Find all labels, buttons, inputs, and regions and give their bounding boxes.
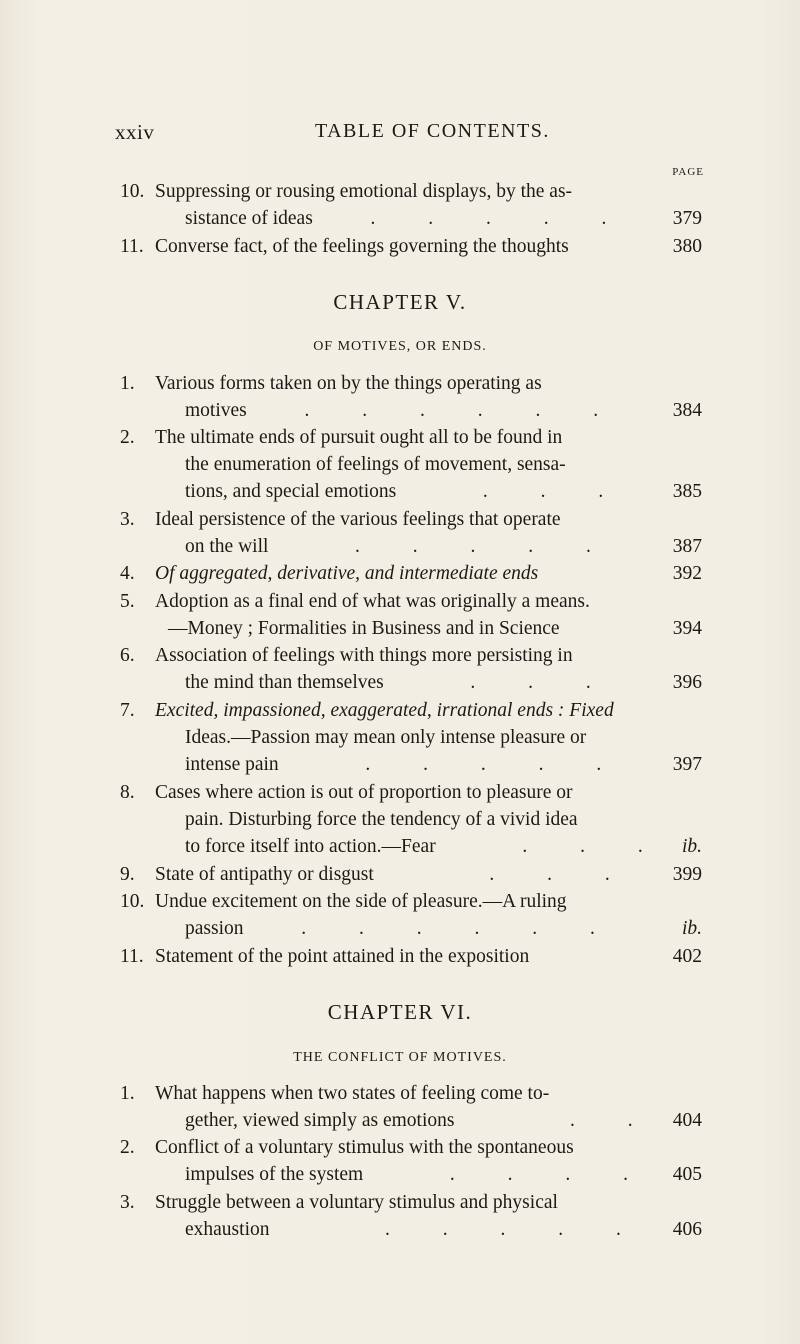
toc-text: Adoption as a final end of what was originally a means. (155, 591, 590, 612)
toc-text: 6. (120, 645, 135, 666)
toc-text: Converse fact, of the feelings governing the thoughts (155, 236, 569, 257)
page-ref: 397 (672, 754, 702, 775)
page-ref: 394 (672, 618, 702, 639)
page-ref: 387 (672, 536, 702, 557)
running-title: TABLE OF CONTENTS. (315, 120, 550, 142)
page-ref: 406 (672, 1219, 702, 1240)
toc-text: Statement of the point attained in the exposition (155, 946, 530, 967)
toc-text: the mind than themselves (185, 672, 384, 693)
chapter-subtitle: OF MOTIVES, OR ENDS. (313, 339, 487, 354)
toc-text: 7. (120, 700, 135, 721)
toc-text: 11. (120, 946, 144, 967)
toc-text: Excited, impassioned, exaggerated, irrational ends : Fixed (155, 700, 614, 721)
toc-text: Of aggregated, derivative, and intermediate ends (155, 563, 539, 584)
page-ref: ib. (681, 836, 702, 857)
page-ref: 379 (672, 208, 702, 229)
page-ref: 380 (672, 236, 702, 257)
page-ref: 399 (672, 864, 702, 885)
toc-text: Suppressing or rousing emotional displays, by the as- (155, 181, 573, 202)
chapter-title: CHAPTER VI. (327, 1000, 473, 1024)
toc-text: 10. (120, 891, 145, 912)
toc-text: sistance of ideas (185, 208, 313, 229)
page-ref: 402 (672, 946, 702, 967)
toc-text: 8. (120, 782, 135, 803)
toc-text: on the will (185, 536, 269, 557)
toc-text: Association of feelings with things more persisting in (155, 645, 573, 666)
toc-text: gether, viewed simply as emotions (185, 1110, 455, 1131)
page-column-label: PAGE (672, 166, 704, 178)
page-ref: 405 (672, 1164, 702, 1185)
toc-text: motives (185, 400, 247, 421)
toc-text: 2. (120, 1137, 135, 1158)
toc-text: 10. (120, 181, 145, 202)
toc-text: 3. (120, 509, 135, 530)
toc-text: 11. (120, 236, 144, 257)
toc-text: Struggle between a voluntary stimulus and physical (155, 1192, 558, 1213)
toc-text: passion (185, 918, 244, 939)
toc-text: Ideal persistence of the various feelings that operate (155, 509, 561, 530)
page-ref: ib. (681, 918, 702, 939)
toc-text: intense pain (185, 754, 279, 775)
toc-text: 1. (120, 1083, 135, 1104)
page-ref: 385 (672, 481, 702, 502)
toc-text: What happens when two states of feeling come to- (155, 1083, 550, 1104)
toc-text: 2. (120, 427, 135, 448)
page-number: xxiv (115, 120, 155, 144)
toc-text: exhaustion (185, 1219, 270, 1240)
page-ref: 392 (672, 563, 702, 584)
toc-text: Ideas.—Passion may mean only intense pleasure or (185, 727, 587, 748)
toc-text: 4. (120, 563, 135, 584)
page-ref: 404 (672, 1110, 702, 1131)
toc-text: impulses of the system (185, 1164, 364, 1185)
toc-text: The ultimate ends of pursuit ought all to be found in (155, 427, 563, 448)
toc-text: 1. (120, 373, 135, 394)
toc-text: 3. (120, 1192, 135, 1213)
toc-text: to force itself into action.—Fear (185, 836, 436, 857)
toc-text: Conflict of a voluntary stimulus with the spontaneous (155, 1137, 574, 1158)
toc-text: pain. Disturbing force the tendency of a vivid idea (185, 809, 578, 830)
toc-text: Undue excitement on the side of pleasure.—A ruling (155, 891, 567, 912)
toc-text: the enumeration of feelings of movement, sensa- (185, 454, 566, 475)
page-ref: 396 (672, 672, 702, 693)
toc-text: State of antipathy or disgust (155, 864, 374, 885)
book-page: xxiv TABLE OF CONTENTS. PAGE 10. Suppressing or rousing emotional displays, by the as- sistance of ideas . . . . . 379 11. Converse fact, of the feelings governing the thoughts 380 CHAPTER V. OF MOTIVES, OR ENDS. 1. Various forms taken on by the things operating as motives . . . . . . 384 2. The ultimate ends of pursuit ought all to be found in the enumeration of feelings of movement, sensa- tions, and special emotions . . . 385 3. Ideal persistence of the various feelings that operate on the will . . . . . 387 4. Of aggregated, derivative, and intermediate ends 392 5. Adoption as a final end of what was originally a means. —Money ; Formalities in Business and in Science 394 6. Association of feelings with things more persisting in the mind than themselves . . . 396 7. Excited, impassioned, exaggerated, irrational ends : Fixed Ideas.—Passion may mean only intense pleasure or intense pain . . . . . 397 8. Cases where action is out of proportion to pleasure or pain. Disturbing force the tendency of a vivid idea to force itself into action.—Fear . . . ib. 9. State of antipathy or disgust . . . 399 10. Undue excitement on the side of pleasure.—A ruling passion . . . . . . ib. 11. Statement of the point attained in the exposition 402 CHAPTER VI. THE CONFLICT OF MOTIVES. 1. What happens when two states of feeling come to- gether, viewed simply as emotions . . 404 2. Conflict of a voluntary stimulus with the spontaneous impulses of the system . . . . 405 3. Struggle between a voluntary stimulus and physical exhaustion . . . . . 406 (0, 0, 800, 1344)
chapter-title: CHAPTER V. (333, 290, 467, 314)
toc-text: tions, and special emotions (185, 481, 397, 502)
chapter-subtitle: THE CONFLICT OF MOTIVES. (293, 1050, 507, 1065)
page-ref: 384 (672, 400, 702, 421)
toc-text: Cases where action is out of proportion to pleasure or (155, 782, 573, 803)
toc-text: 9. (120, 864, 135, 885)
toc-text: 5. (120, 591, 135, 612)
running-head (115, 120, 693, 148)
toc-text: —Money ; Formalities in Business and in Science (168, 618, 560, 639)
toc-text: Various forms taken on by the things operating as (155, 373, 542, 394)
